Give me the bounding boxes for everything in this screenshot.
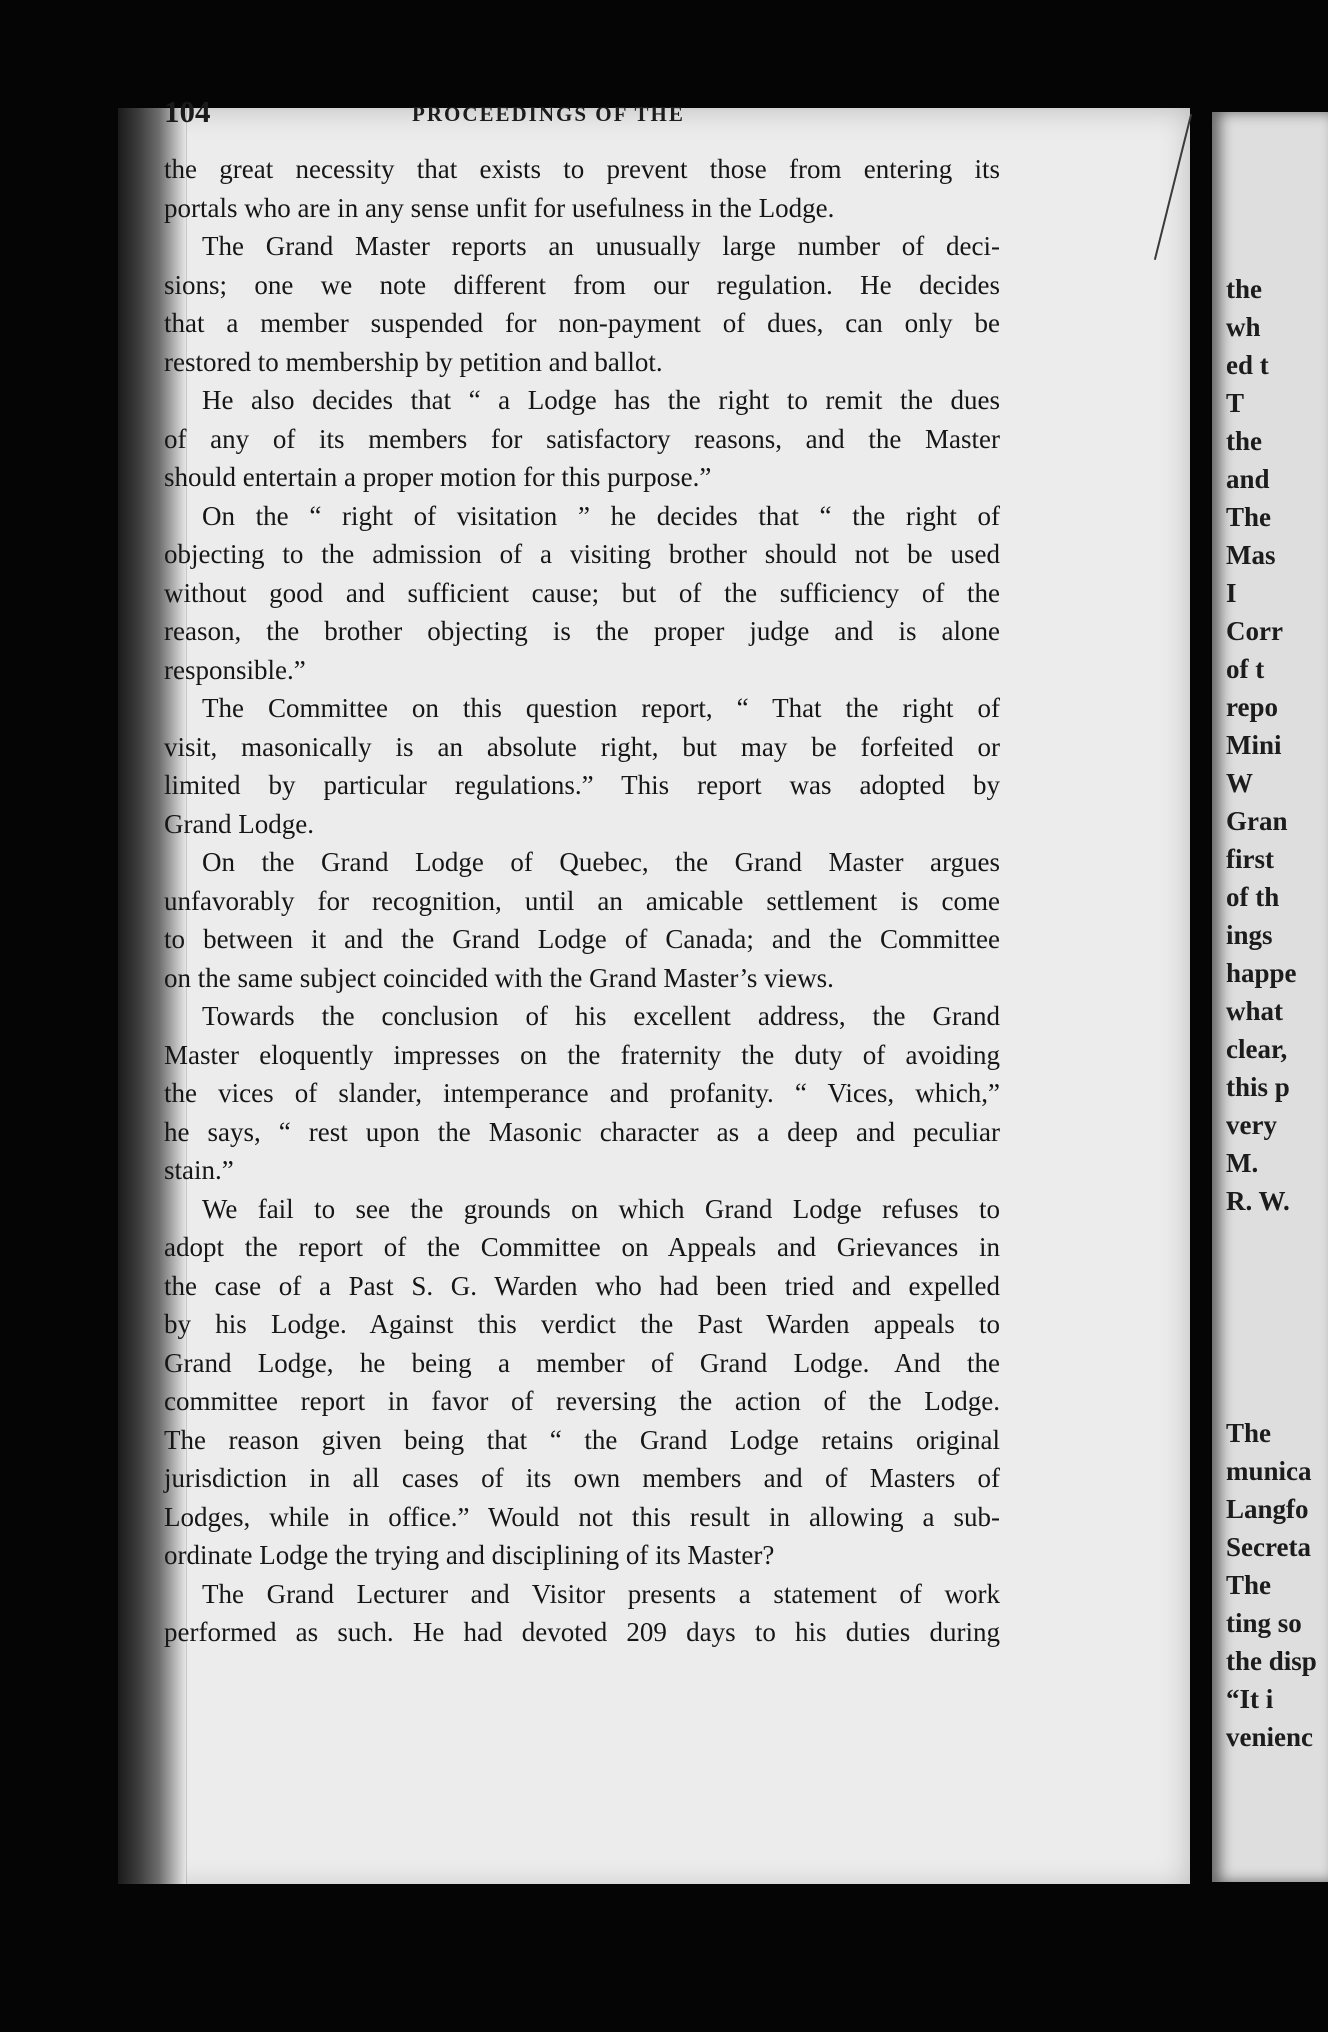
facing-page-fragment: “It i — [1226, 1684, 1274, 1714]
text-line: The Committee on this question report, “ That the right of — [202, 693, 1000, 723]
facing-page-fragment: ed t — [1226, 350, 1269, 380]
facing-page-fragment: repo — [1226, 692, 1278, 722]
body-text — [164, 150, 1000, 1652]
facing-page-fragment: W — [1226, 768, 1253, 798]
text-line: performed as such. He had devoted 209 days to his duties during — [164, 1617, 1000, 1647]
text-line: limited by particular regulations.” This report was adopted by — [164, 770, 1000, 800]
text-line: responsible.” — [164, 654, 306, 685]
page-number: 104 — [164, 94, 211, 129]
facing-page-fragment: venienc — [1226, 1722, 1313, 1752]
facing-page-fragment: T — [1226, 388, 1245, 418]
page-header — [164, 94, 1118, 134]
text-line: that a member suspended for non-payment of dues, can only be — [164, 308, 1000, 338]
text-line: the vices of slander, intemperance and profanity. “ Vices, which,” — [164, 1078, 1000, 1108]
scan-border — [118, 1884, 1328, 2032]
facing-page-fragment: R. W. — [1226, 1186, 1290, 1216]
facing-page-fragment: The — [1226, 1418, 1272, 1448]
facing-page-fragment: Mini — [1226, 730, 1282, 760]
facing-page-fragment: ings — [1226, 920, 1273, 950]
text-line: jurisdiction in all cases of its own members and of Masters of — [164, 1463, 1000, 1493]
facing-page-fragment: of th — [1226, 882, 1280, 912]
text-line: ordinate Lodge the trying and disciplining of its Master? — [164, 1540, 775, 1570]
facing-page-fragment: the — [1226, 426, 1262, 456]
text-line: the great necessity that exists to prevent those from entering its — [164, 154, 1000, 184]
text-line: adopt the report of the Committee on Appeals and Grievances in — [164, 1232, 1000, 1262]
facing-page-fragment: Corr — [1226, 616, 1283, 646]
text-line: portals who are in any sense unfit for usefulness in the Lodge. — [164, 192, 835, 223]
text-line: Towards the conclusion of his excellent address, the Grand — [202, 1001, 1000, 1031]
text-line: by his Lodge. Against this verdict the Past Warden appeals to — [164, 1309, 1000, 1339]
text-line: sions; one we note different from our regulation. He decides — [164, 269, 1000, 300]
facing-page-fragment: The — [1226, 1570, 1272, 1600]
text-line: committee report in favor of reversing the action of the Lodge. — [164, 1386, 1000, 1416]
text-line: Grand Lodge, he being a member of Grand Lodge. And the — [164, 1347, 1000, 1378]
facing-page-fragment: happe — [1226, 958, 1297, 988]
text-line: Grand Lodge. — [164, 808, 314, 839]
text-line: on the same subject coincided with the Grand Master’s views. — [164, 962, 834, 993]
facing-page-fragment: the — [1226, 274, 1262, 304]
text-line: restored to membership by petition and ballot. — [164, 346, 663, 377]
text-line: objecting to the admission of a visiting brother should not be used — [164, 539, 1000, 569]
text-line: visit, masonically is an absolute right, but may be forfeited or — [164, 731, 1000, 762]
text-line: unfavorably for recognition, until an amicable settlement is come — [164, 885, 1000, 916]
text-line: reason, the brother objecting is the proper judge and is alone — [164, 616, 1000, 646]
facing-page-fragment: this p — [1226, 1072, 1290, 1102]
text-line: The Grand Lecturer and Visitor presents a statement of work — [202, 1578, 1000, 1609]
facing-page-fragment: clear, — [1226, 1034, 1288, 1064]
facing-page-fragment: I — [1226, 578, 1237, 608]
text-line: he says, “ rest upon the Masonic character as a deep and peculiar — [164, 1116, 1000, 1147]
text-line: We fail to see the grounds on which Grand Lodge refuses to — [202, 1193, 1000, 1224]
facing-page-fragment: The — [1226, 502, 1272, 532]
facing-page-edge — [1212, 112, 1328, 1882]
text-line: stain.” — [164, 1155, 234, 1185]
facing-page-fragment: Secreta — [1226, 1532, 1311, 1562]
text-line: He also decides that “ a Lodge has the right to remit the dues — [202, 385, 1000, 415]
text-line: On the “ right of visitation ” he decides that “ the right of — [202, 500, 1000, 531]
facing-page-fragment: the disp — [1226, 1646, 1317, 1676]
facing-page-fragment: Langfo — [1226, 1494, 1309, 1524]
text-line: The reason given being that “ the Grand Lodge retains original — [164, 1424, 1000, 1455]
text-line: Lodges, while in office.” Would not this result in allowing a sub- — [164, 1501, 1000, 1532]
text-line: should entertain a proper motion for this purpose.” — [164, 462, 712, 492]
text-line: The Grand Master reports an unusually large number of deci- — [202, 231, 1000, 261]
facing-page-fragment: wh — [1226, 312, 1261, 342]
facing-page-fragment: what — [1226, 996, 1284, 1026]
facing-page-fragment: and — [1226, 464, 1270, 494]
facing-page-fragment: first — [1226, 844, 1274, 874]
running-head: PROCEEDINGS OF THE — [412, 102, 685, 126]
text-line: the case of a Past S. G. Warden who had been tried and expelled — [164, 1270, 1000, 1301]
facing-page-fragment: of t — [1226, 654, 1265, 684]
facing-page-fragment: munica — [1226, 1456, 1312, 1486]
text-line: without good and sufficient cause; but of the sufficiency of the — [164, 577, 1000, 608]
facing-page-fragment: Gran — [1226, 806, 1288, 836]
facing-page-fragment: Mas — [1226, 540, 1276, 570]
text-line: to between it and the Grand Lodge of Canada; and the Committee — [164, 924, 1000, 954]
facing-page-fragment: M. — [1226, 1148, 1259, 1178]
facing-page-fragment: very — [1226, 1110, 1277, 1140]
facing-page-fragment: ting so — [1226, 1608, 1302, 1638]
text-line: On the Grand Lodge of Quebec, the Grand Master argues — [202, 847, 1000, 877]
text-line: of any of its members for satisfactory reasons, and the Master — [164, 423, 1000, 454]
text-line: Master eloquently impresses on the fraternity the duty of avoiding — [164, 1039, 1000, 1070]
